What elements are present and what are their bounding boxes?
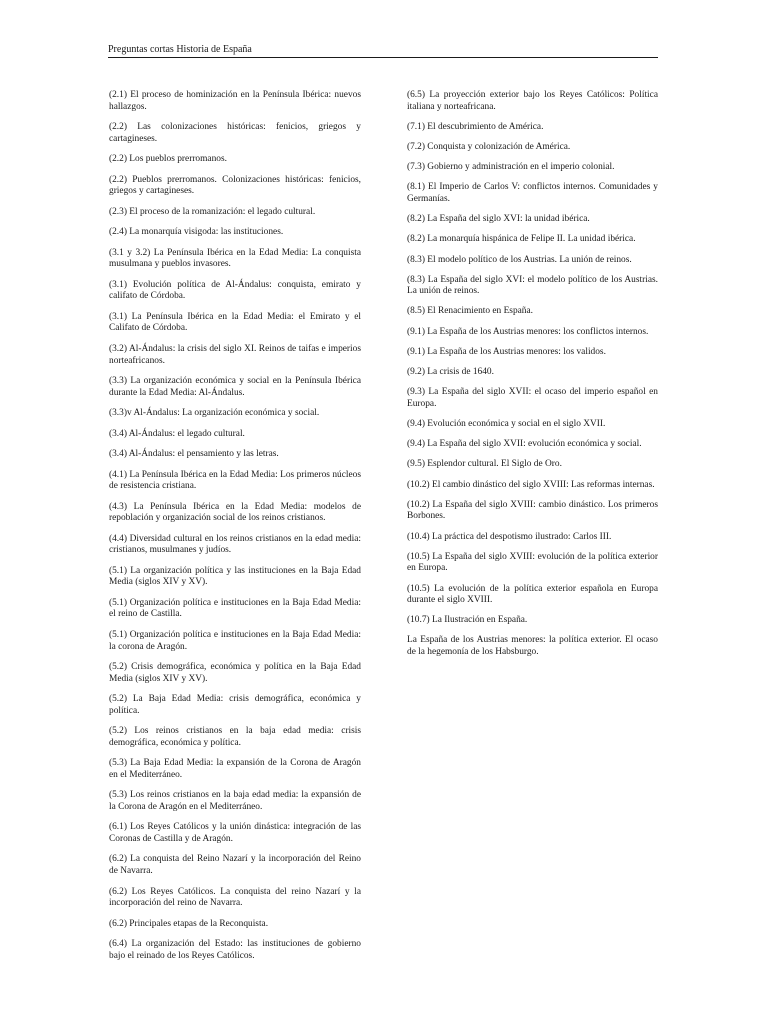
topic-item: (3.4) Al-Ándalus: el legado cultural. [109,428,245,439]
topic-item: (3.1) La Península Ibérica en la Edad Media: el Emirato y el Califato de Córdoba. [109,311,361,334]
topic-item: (5.2) Los reinos cristianos en la baja edad media: crisis demográfica, económica y política. [109,726,361,748]
topic-item: (4.4) Diversidad cultural en los reinos cristianos en la edad media: cristianos, musulmanes y judíos. [109,533,361,556]
topic-item: (10.5) La evolución de la política exterior española en Europa durante el siglo XVIII. [407,583,658,606]
topic-item: (5.1) Organización política e instituciones en la Baja Edad Media: el reino de Castilla. [109,597,361,620]
topic-item: (5.2) La Baja Edad Media: crisis demográfica, económica y política. [109,694,361,716]
topic-item: (6.5) La proyección exterior bajo los Reyes Católicos: Política italiana y norteafricana. [407,90,658,112]
topic-item: (8.2) La España del siglo XVI: la unidad ibérica. [407,214,590,225]
topic-item: (10.5) La España del siglo XVIII: evolución de la política exterior en Europa. [407,551,658,574]
topic-item: (9.4) Evolución económica y social en el siglo XVII. [407,419,606,429]
topic-item: (3.3)v Al-Ándalus: La organización económica y social. [109,408,320,419]
topic-item: (6.2) Los Reyes Católicos. La conquista del reino Nazarí y la incorporación del reino de Navarra. [109,886,361,909]
topic-item: (6.2) La conquista del Reino Nazarí y la incorporación del Reino de Navarra. [109,854,361,877]
topic-item: (5.1) Organización política e instituciones en la Baja Edad Media: la corona de Aragón. [109,629,361,652]
topic-item: (2.4) La monarquía visigoda: las instituciones. [109,227,284,238]
topic-item: (7.3) Gobierno y administración en el imperio colonial. [407,162,615,173]
topic-item: (7.1) El descubrimiento de América. [407,121,544,132]
topic-item: (9.1) La España de los Austrias menores: los validos. [407,346,606,357]
topic-item: (2.2) Los pueblos prerromanos. [109,154,227,165]
topic-item: (6.2) Principales etapas de la Reconquista. [109,918,269,929]
topic-item: (3.1 y 3.2) La Península Ibérica en la Edad Media: La conquista musulmana y pueblos invasores. [109,247,361,270]
topic-item: (5.1) La organización política y las instituciones en la Baja Edad Media (siglos XIV y XV). [109,565,361,588]
topic-item: (5.3) La Baja Edad Media: la expansión de la Corona de Aragón en el Mediterráneo. [109,758,361,780]
topic-item: (8.3) La España del siglo XVI: el modelo político de los Austrias. La unión de reinos. [407,274,658,297]
topic-item: (5.3) Los reinos cristianos en la baja edad media: la expansión de la Corona de Aragón en el Mediterráneo. [109,790,361,812]
topic-item: (2.3) El proceso de la romanización: el legado cultural. [109,206,316,217]
topic-item: (8.1) El Imperio de Carlos V: conflictos internos. Comunidades y Germanías. [407,182,658,204]
topic-item: (9.5) Esplendor cultural. El Siglo de Oro. [407,459,562,470]
topic-item: (2.1) El proceso de hominización en la Península Ibérica: nuevos hallazgos. [109,90,361,112]
topic-item: (3.1) Evolución política de Al-Ándalus: conquista, emirato y califato de Córdoba. [109,279,361,302]
topic-item: (9.2) La crisis de 1640. [407,367,494,378]
topic-item: (3.4) Al-Ándalus: el pensamiento y las letras. [109,449,279,460]
topic-item: La España de los Austrias menores: la política exterior. El ocaso de la hegemonía de los Habsburgo. [407,635,658,658]
topic-item: (4.1) La Península Ibérica en la Edad Media: Los primeros núcleos de resistencia cristiana. [109,469,361,492]
left-column [109,90,361,971]
page-header: Preguntas cortas Historia de España [108,44,658,58]
topic-item: (3.2) Al-Ándalus: la crisis del siglo XI. Reinos de taifas e imperios norteafricanos. [109,343,361,366]
topic-item: (9.3) La España del siglo XVII: el ocaso del imperio español en Europa. [407,387,658,409]
topic-item: (6.4) La organización del Estado: las instituciones de gobierno bajo el reinado de los Reyes Católicos. [109,939,361,961]
topic-item: (8.5) El Renacimiento en España. [407,306,533,317]
topic-item: (3.3) La organización económica y social en la Península Ibérica durante la Edad Media: Al-Ándalus. [109,376,361,398]
topic-item: (8.2) La monarquía hispánica de Felipe II. La unidad ibérica. [407,234,636,245]
topic-item: (8.3) El modelo político de los Austrias. La unión de reinos. [407,254,632,265]
topic-item: (10.7) La Ilustración en España. [407,615,528,626]
topic-item: (2.2) Las colonizaciones históricas: fenicios, griegos y cartagineses. [109,122,361,144]
topic-item: (6.1) Los Reyes Católicos y la unión dinástica: integración de las Coronas de Castilla y de Aragón. [109,822,361,844]
topic-item: (4.3) La Península Ibérica en la Edad Media: modelos de repoblación y organización social de los reinos cristianos. [109,501,361,524]
topic-item: (10.4) La práctica del despotismo ilustrado: Carlos III. [407,531,612,542]
topic-item: (10.2) El cambio dinástico del siglo XVIII: Las reformas internas. [407,479,655,490]
topic-item: (5.2) Crisis demográfica, económica y política en la Baja Edad Media (siglos XIV y XV). [109,662,361,684]
topic-item: (2.2) Pueblos prerromanos. Colonizaciones históricas: fenicios, griegos y cartagineses. [109,174,361,197]
topic-item: (9.4) La España del siglo XVII: evolución económica y social. [407,439,642,450]
topic-item: (9.1) La España de los Austrias menores: los conflictos internos. [407,326,649,337]
topic-item: (7.2) Conquista y colonización de América. [407,141,571,152]
right-column [407,90,658,667]
topic-item: (10.2) La España del siglo XVIII: cambio dinástico. Los primeros Borbones. [407,499,658,522]
